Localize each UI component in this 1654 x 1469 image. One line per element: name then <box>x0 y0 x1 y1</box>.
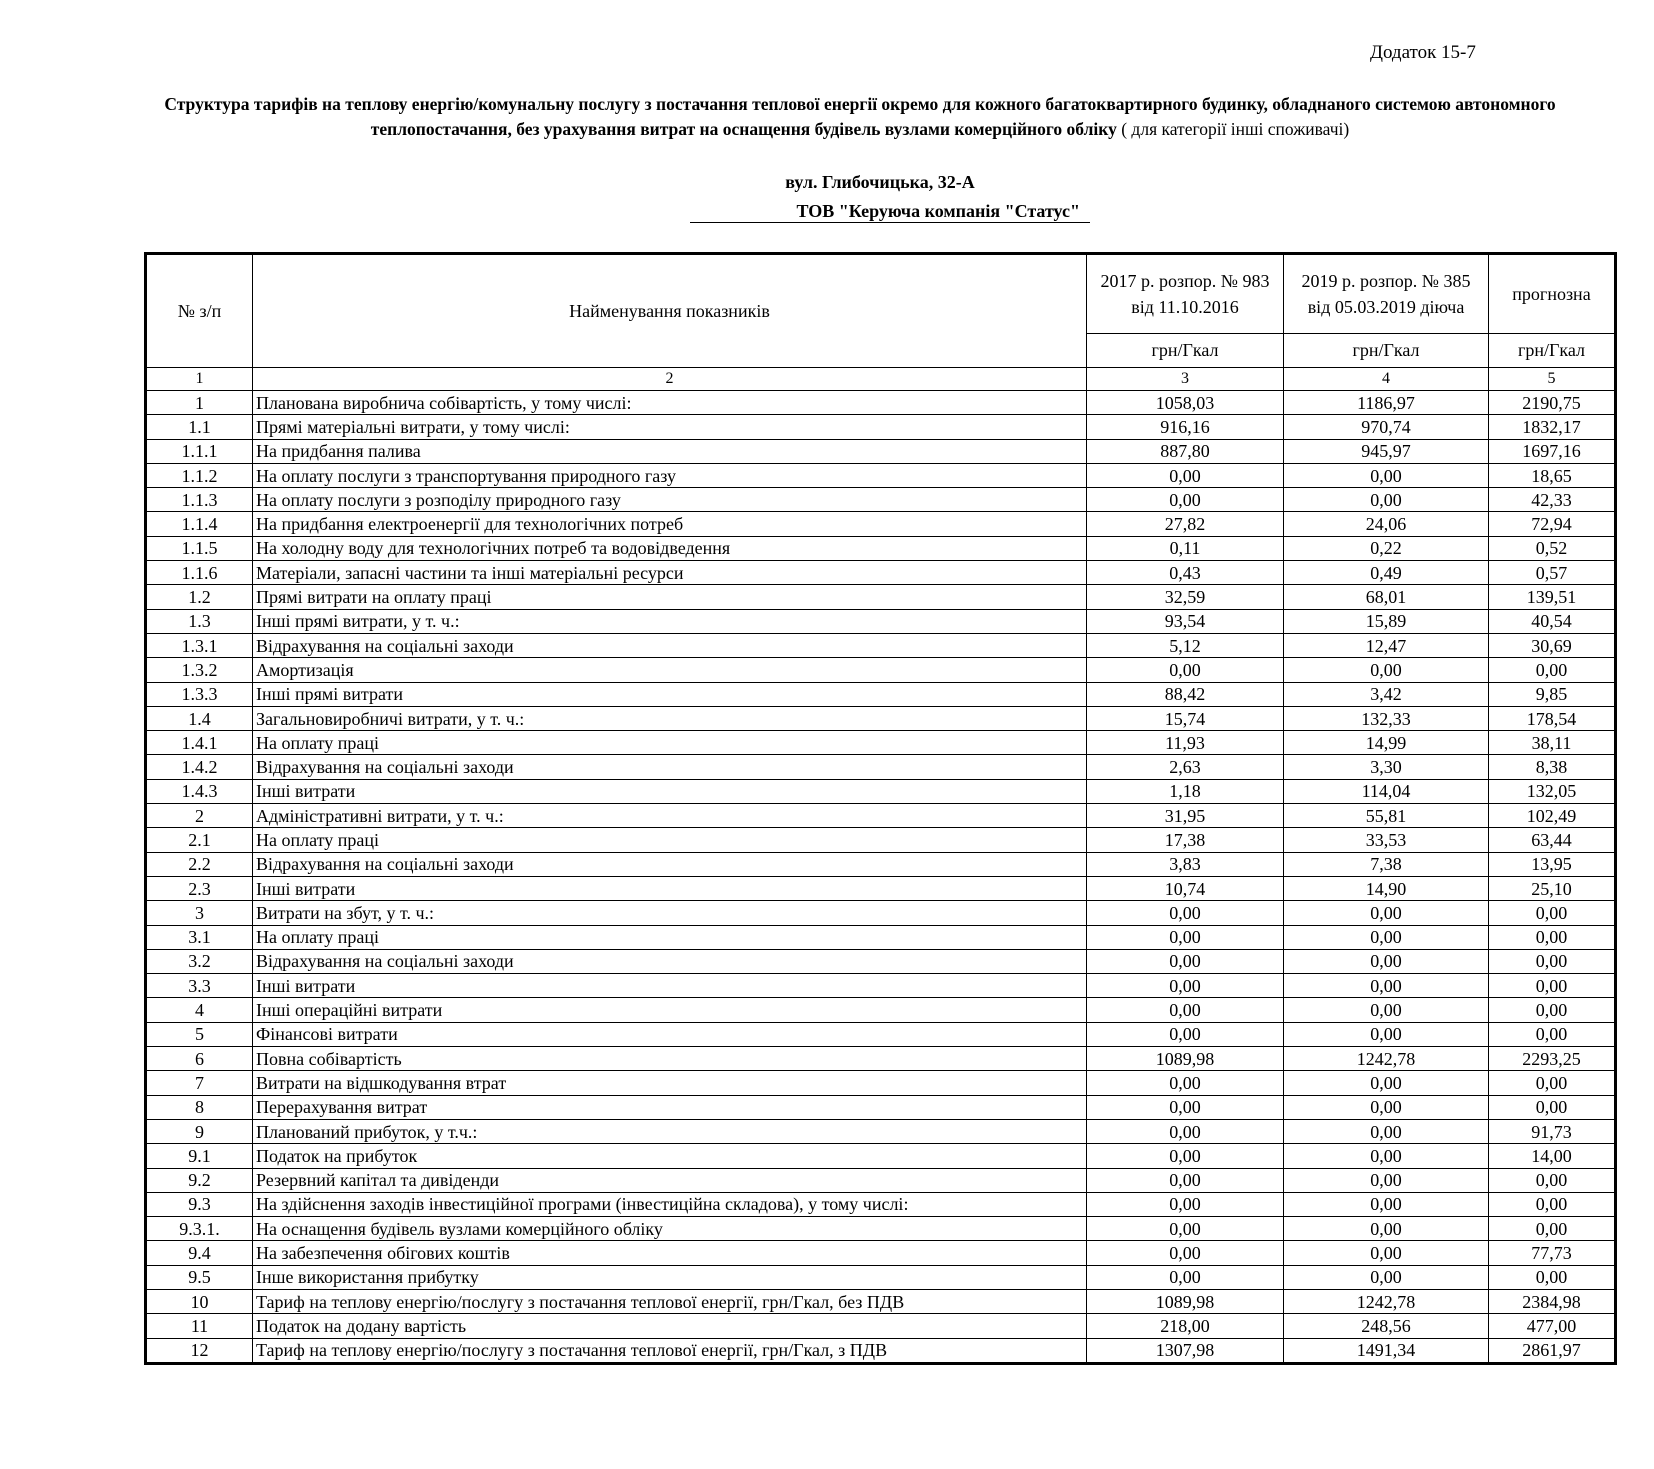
value-2019: 0,00 <box>1284 974 1489 998</box>
value-2019: 0,00 <box>1284 658 1489 682</box>
value-2019: 1242,78 <box>1284 1047 1489 1071</box>
value-forecast: 0,00 <box>1489 974 1616 998</box>
value-2019: 0,00 <box>1284 1095 1489 1119</box>
header-name: Найменування показників <box>253 254 1087 368</box>
row-number: 1.4 <box>146 706 253 730</box>
row-number: 10 <box>146 1289 253 1313</box>
value-2017: 0,00 <box>1087 1144 1284 1168</box>
indicator-name: Адміністративні витрати, у т. ч.: <box>253 804 1087 828</box>
table-row <box>146 706 1616 730</box>
row-number: 8 <box>146 1095 253 1119</box>
value-2017: 31,95 <box>1087 804 1284 828</box>
indicator-name: Повна собівартість <box>253 1047 1087 1071</box>
value-forecast: 72,94 <box>1489 512 1616 536</box>
indicator-name: Відрахування на соціальні заходи <box>253 949 1087 973</box>
table-row <box>146 1192 1616 1216</box>
value-forecast: 0,00 <box>1489 1168 1616 1192</box>
table-row <box>146 804 1616 828</box>
value-forecast: 38,11 <box>1489 731 1616 755</box>
table-row <box>146 463 1616 487</box>
value-2017: 0,00 <box>1087 488 1284 512</box>
header-col3-line1: 2017 р. розпор. № 983 <box>1100 271 1270 291</box>
column-number: 5 <box>1489 368 1616 391</box>
indicator-name: Фінансові витрати <box>253 1022 1087 1046</box>
indicator-name: Прямі матеріальні витрати, у тому числі: <box>253 415 1087 439</box>
value-2017: 0,00 <box>1087 463 1284 487</box>
value-2019: 0,00 <box>1284 901 1489 925</box>
indicator-name: Інші витрати <box>253 779 1087 803</box>
value-forecast: 0,00 <box>1489 1071 1616 1095</box>
value-2019: 3,42 <box>1284 682 1489 706</box>
table-row <box>146 1265 1616 1289</box>
indicator-name: Інше використання прибутку <box>253 1265 1087 1289</box>
value-2017: 0,43 <box>1087 561 1284 585</box>
value-2019: 0,00 <box>1284 949 1489 973</box>
table-row <box>146 1071 1616 1095</box>
value-2017: 916,16 <box>1087 415 1284 439</box>
indicator-name: Тариф на теплову енергію/послугу з постачання теплової енергії, грн/Гкал, без ПДВ <box>253 1289 1087 1313</box>
value-forecast: 0,00 <box>1489 925 1616 949</box>
value-2019: 55,81 <box>1284 804 1489 828</box>
value-2017: 0,00 <box>1087 949 1284 973</box>
value-2019: 1491,34 <box>1284 1338 1489 1363</box>
value-2017: 0,00 <box>1087 658 1284 682</box>
value-2017: 1089,98 <box>1087 1047 1284 1071</box>
tariff-table-body <box>146 391 1616 1364</box>
value-2019: 0,00 <box>1284 1241 1489 1265</box>
row-number: 1.3.3 <box>146 682 253 706</box>
row-number: 1.2 <box>146 585 253 609</box>
row-number: 1.4.3 <box>146 779 253 803</box>
table-row <box>146 998 1616 1022</box>
value-forecast: 1832,17 <box>1489 415 1616 439</box>
value-2017: 887,80 <box>1087 439 1284 463</box>
value-2017: 27,82 <box>1087 512 1284 536</box>
value-2019: 132,33 <box>1284 706 1489 730</box>
indicator-name: Податок на прибуток <box>253 1144 1087 1168</box>
value-forecast: 9,85 <box>1489 682 1616 706</box>
value-forecast: 1697,16 <box>1489 439 1616 463</box>
table-row <box>146 1314 1616 1338</box>
row-number: 7 <box>146 1071 253 1095</box>
row-number: 2 <box>146 804 253 828</box>
table-row <box>146 1338 1616 1363</box>
row-number: 1.1 <box>146 415 253 439</box>
value-2017: 1,18 <box>1087 779 1284 803</box>
row-number: 2.3 <box>146 876 253 900</box>
value-forecast: 139,51 <box>1489 585 1616 609</box>
indicator-name: Інші прямі витрати <box>253 682 1087 706</box>
row-number: 11 <box>146 1314 253 1338</box>
value-2017: 0,00 <box>1087 1095 1284 1119</box>
value-2019: 0,00 <box>1284 488 1489 512</box>
indicator-name: На оплату праці <box>253 731 1087 755</box>
value-2017: 0,00 <box>1087 901 1284 925</box>
header-col3-line2: від 11.10.2016 <box>1131 297 1239 317</box>
table-row <box>146 1144 1616 1168</box>
unit-col4: грн/Гкал <box>1284 334 1489 368</box>
value-forecast: 2293,25 <box>1489 1047 1616 1071</box>
indicator-name: На холодну воду для технологічних потреб та водовідведення <box>253 536 1087 560</box>
value-forecast: 0,00 <box>1489 949 1616 973</box>
table-row <box>146 658 1616 682</box>
value-2017: 93,54 <box>1087 609 1284 633</box>
indicator-name: Інші витрати <box>253 974 1087 998</box>
table-row <box>146 415 1616 439</box>
row-number: 9 <box>146 1119 253 1143</box>
table-row <box>146 1241 1616 1265</box>
value-forecast: 30,69 <box>1489 633 1616 657</box>
table-row <box>146 901 1616 925</box>
row-number: 1.1.1 <box>146 439 253 463</box>
value-forecast: 91,73 <box>1489 1119 1616 1143</box>
indicator-name: На забезпечення обігових коштів <box>253 1241 1087 1265</box>
value-2019: 0,00 <box>1284 1144 1489 1168</box>
value-2017: 3,83 <box>1087 852 1284 876</box>
value-2017: 0,00 <box>1087 998 1284 1022</box>
row-number: 1.1.3 <box>146 488 253 512</box>
value-forecast: 0,00 <box>1489 901 1616 925</box>
value-2019: 114,04 <box>1284 779 1489 803</box>
company-name: ТОВ "Керуюча компанія "Статус" <box>690 200 1090 223</box>
value-forecast: 2384,98 <box>1489 1289 1616 1313</box>
table-row <box>146 561 1616 585</box>
indicator-name: Відрахування на соціальні заходи <box>253 755 1087 779</box>
table-row <box>146 585 1616 609</box>
value-2019: 15,89 <box>1284 609 1489 633</box>
row-number: 3.3 <box>146 974 253 998</box>
value-2019: 0,00 <box>1284 1217 1489 1241</box>
value-2019: 0,00 <box>1284 998 1489 1022</box>
value-2019: 1242,78 <box>1284 1289 1489 1313</box>
value-2019: 0,00 <box>1284 1265 1489 1289</box>
table-row <box>146 391 1616 415</box>
indicator-name: Податок на додану вартість <box>253 1314 1087 1338</box>
table-row <box>146 609 1616 633</box>
value-2019: 14,90 <box>1284 876 1489 900</box>
document-title <box>120 92 1600 142</box>
indicator-name: Тариф на теплову енергію/послугу з постачання теплової енергії, грн/Гкал, з ПДВ <box>253 1338 1087 1363</box>
table-row <box>146 1095 1616 1119</box>
value-2017: 0,00 <box>1087 1022 1284 1046</box>
table-row <box>146 1217 1616 1241</box>
row-number: 2.1 <box>146 828 253 852</box>
value-forecast: 0,00 <box>1489 998 1616 1022</box>
table-row <box>146 682 1616 706</box>
table-row <box>146 1168 1616 1192</box>
address: вул. Глибочицька, 32-А <box>785 172 975 192</box>
row-number: 9.3.1. <box>146 1217 253 1241</box>
table-row <box>146 949 1616 973</box>
value-2017: 0,00 <box>1087 1241 1284 1265</box>
value-forecast: 2190,75 <box>1489 391 1616 415</box>
indicator-name: Планована виробнича собівартість, у тому числі: <box>253 391 1087 415</box>
row-number: 1.3.1 <box>146 633 253 657</box>
row-number: 1.3 <box>146 609 253 633</box>
value-2019: 0,00 <box>1284 1022 1489 1046</box>
value-forecast: 0,00 <box>1489 1022 1616 1046</box>
row-number: 9.3 <box>146 1192 253 1216</box>
indicator-name: Амортизація <box>253 658 1087 682</box>
table-row <box>146 536 1616 560</box>
column-number: 4 <box>1284 368 1489 391</box>
table-row <box>146 488 1616 512</box>
value-forecast: 63,44 <box>1489 828 1616 852</box>
value-forecast: 13,95 <box>1489 852 1616 876</box>
value-2019: 7,38 <box>1284 852 1489 876</box>
value-2019: 3,30 <box>1284 755 1489 779</box>
value-2017: 0,00 <box>1087 925 1284 949</box>
value-2019: 970,74 <box>1284 415 1489 439</box>
value-forecast: 0,00 <box>1489 658 1616 682</box>
indicator-name: Загальновиробничі витрати, у т. ч.: <box>253 706 1087 730</box>
indicator-name: Матеріали, запасні частини та інші матеріальні ресурси <box>253 561 1087 585</box>
appendix-label: Додаток 15-7 <box>1370 42 1476 63</box>
indicator-name: Інші прямі витрати, у т. ч.: <box>253 609 1087 633</box>
table-row <box>146 852 1616 876</box>
value-2017: 2,63 <box>1087 755 1284 779</box>
row-number: 4 <box>146 998 253 1022</box>
value-forecast: 42,33 <box>1489 488 1616 512</box>
value-forecast: 0,57 <box>1489 561 1616 585</box>
value-2017: 0,00 <box>1087 1265 1284 1289</box>
table-row <box>146 1047 1616 1071</box>
row-number: 1.4.2 <box>146 755 253 779</box>
row-number: 9.2 <box>146 1168 253 1192</box>
value-2017: 32,59 <box>1087 585 1284 609</box>
value-forecast: 477,00 <box>1489 1314 1616 1338</box>
table-row <box>146 828 1616 852</box>
table-row <box>146 974 1616 998</box>
value-forecast: 18,65 <box>1489 463 1616 487</box>
value-2017: 0,00 <box>1087 1217 1284 1241</box>
value-2017: 0,00 <box>1087 974 1284 998</box>
row-number: 12 <box>146 1338 253 1363</box>
row-number: 1.4.1 <box>146 731 253 755</box>
row-number: 2.2 <box>146 852 253 876</box>
header-col4-line2: від 05.03.2019 діюча <box>1307 297 1465 317</box>
indicator-name: Відрахування на соціальні заходи <box>253 852 1087 876</box>
value-2019: 0,00 <box>1284 1168 1489 1192</box>
value-2019: 945,97 <box>1284 439 1489 463</box>
value-2017: 218,00 <box>1087 1314 1284 1338</box>
row-number: 1.1.4 <box>146 512 253 536</box>
table-row <box>146 755 1616 779</box>
table-row <box>146 633 1616 657</box>
value-2019: 24,06 <box>1284 512 1489 536</box>
header-col4-line1: 2019 р. розпор. № 385 <box>1301 271 1471 291</box>
value-forecast: 0,00 <box>1489 1192 1616 1216</box>
row-number: 9.4 <box>146 1241 253 1265</box>
table-row <box>146 1022 1616 1046</box>
value-2019: 0,00 <box>1284 925 1489 949</box>
value-2019: 0,00 <box>1284 1119 1489 1143</box>
row-number: 1 <box>146 391 253 415</box>
column-number-row <box>146 368 1616 391</box>
row-number: 3 <box>146 901 253 925</box>
value-forecast: 2861,97 <box>1489 1338 1616 1363</box>
value-forecast: 178,54 <box>1489 706 1616 730</box>
value-2017: 15,74 <box>1087 706 1284 730</box>
value-forecast: 25,10 <box>1489 876 1616 900</box>
unit-col5: грн/Гкал <box>1489 334 1616 368</box>
value-2017: 0,11 <box>1087 536 1284 560</box>
header-col5: прогнозна <box>1489 254 1616 334</box>
indicator-name: Інші витрати <box>253 876 1087 900</box>
value-2017: 11,93 <box>1087 731 1284 755</box>
row-number: 3.2 <box>146 949 253 973</box>
value-2017: 10,74 <box>1087 876 1284 900</box>
table-row <box>146 925 1616 949</box>
value-2019: 0,00 <box>1284 463 1489 487</box>
value-forecast: 0,00 <box>1489 1217 1616 1241</box>
header-row <box>146 254 1616 334</box>
table-row <box>146 1289 1616 1313</box>
value-2017: 5,12 <box>1087 633 1284 657</box>
indicator-name: На придбання палива <box>253 439 1087 463</box>
row-number: 9.1 <box>146 1144 253 1168</box>
value-forecast: 0,52 <box>1489 536 1616 560</box>
indicator-name: На придбання електроенергії для технологічних потреб <box>253 512 1087 536</box>
value-2017: 0,00 <box>1087 1119 1284 1143</box>
value-2019: 33,53 <box>1284 828 1489 852</box>
value-2017: 17,38 <box>1087 828 1284 852</box>
row-number: 5 <box>146 1022 253 1046</box>
indicator-name: На оплату праці <box>253 828 1087 852</box>
indicator-name: Прямі витрати на оплату праці <box>253 585 1087 609</box>
header-num: № з/п <box>146 254 253 368</box>
value-2017: 1307,98 <box>1087 1338 1284 1363</box>
table-row <box>146 512 1616 536</box>
table-row <box>146 779 1616 803</box>
value-2019: 0,00 <box>1284 1071 1489 1095</box>
unit-col3: грн/Гкал <box>1087 334 1284 368</box>
value-2017: 0,00 <box>1087 1168 1284 1192</box>
indicator-name: На оплату праці <box>253 925 1087 949</box>
indicator-name: Перерахування витрат <box>253 1095 1087 1119</box>
value-2019: 1186,97 <box>1284 391 1489 415</box>
indicator-name: На оснащення будівель вузлами комерційного обліку <box>253 1217 1087 1241</box>
indicator-name: Інші операційні витрати <box>253 998 1087 1022</box>
value-forecast: 0,00 <box>1489 1095 1616 1119</box>
row-number: 1.3.2 <box>146 658 253 682</box>
indicator-name: Планований прибуток, у т.ч.: <box>253 1119 1087 1143</box>
indicator-name: Відрахування на соціальні заходи <box>253 633 1087 657</box>
value-2019: 0,00 <box>1284 1192 1489 1216</box>
value-forecast: 102,49 <box>1489 804 1616 828</box>
value-forecast: 132,05 <box>1489 779 1616 803</box>
value-forecast: 8,38 <box>1489 755 1616 779</box>
row-number: 1.1.6 <box>146 561 253 585</box>
header-col4 <box>1284 254 1489 334</box>
indicator-name: Резервний капітал та дивіденди <box>253 1168 1087 1192</box>
row-number: 1.1.5 <box>146 536 253 560</box>
column-number: 3 <box>1087 368 1284 391</box>
header-col3 <box>1087 254 1284 334</box>
tariff-table <box>144 252 1617 1365</box>
title-category-text: ( для категорії інші споживачі) <box>1116 119 1350 139</box>
column-number: 1 <box>146 368 253 391</box>
indicator-name: На здійснення заходів інвестиційної програми (інвестиційна складова), у тому числі: <box>253 1192 1087 1216</box>
row-number: 9.5 <box>146 1265 253 1289</box>
table-row <box>146 731 1616 755</box>
row-number: 3.1 <box>146 925 253 949</box>
value-2019: 12,47 <box>1284 633 1489 657</box>
value-2019: 68,01 <box>1284 585 1489 609</box>
value-2017: 0,00 <box>1087 1071 1284 1095</box>
value-2019: 14,99 <box>1284 731 1489 755</box>
value-2019: 0,22 <box>1284 536 1489 560</box>
value-2017: 1089,98 <box>1087 1289 1284 1313</box>
value-2019: 248,56 <box>1284 1314 1489 1338</box>
indicator-name: Витрати на відшкодування втрат <box>253 1071 1087 1095</box>
indicator-name: На оплату послуги з розподілу природного газу <box>253 488 1087 512</box>
table-row <box>146 1119 1616 1143</box>
table-row <box>146 439 1616 463</box>
table-row <box>146 876 1616 900</box>
value-2019: 0,49 <box>1284 561 1489 585</box>
indicator-name: Витрати на збут, у т. ч.: <box>253 901 1087 925</box>
value-forecast: 77,73 <box>1489 1241 1616 1265</box>
column-number: 2 <box>253 368 1087 391</box>
row-number: 1.1.2 <box>146 463 253 487</box>
row-number: 6 <box>146 1047 253 1071</box>
indicator-name: На оплату послуги з транспортування природного газу <box>253 463 1087 487</box>
value-forecast: 40,54 <box>1489 609 1616 633</box>
value-2017: 0,00 <box>1087 1192 1284 1216</box>
value-forecast: 14,00 <box>1489 1144 1616 1168</box>
value-forecast: 0,00 <box>1489 1265 1616 1289</box>
title-bold-text: Структура тарифів на теплову енергію/комунальну послугу з постачання теплової енергії окремо для кожного багатоквартирного будинку, обладнаного системою автономного теплопостачання, без урахування витрат на оснащення будівель вузлами комерційного обліку <box>164 94 1556 139</box>
value-2017: 1058,03 <box>1087 391 1284 415</box>
value-2017: 88,42 <box>1087 682 1284 706</box>
